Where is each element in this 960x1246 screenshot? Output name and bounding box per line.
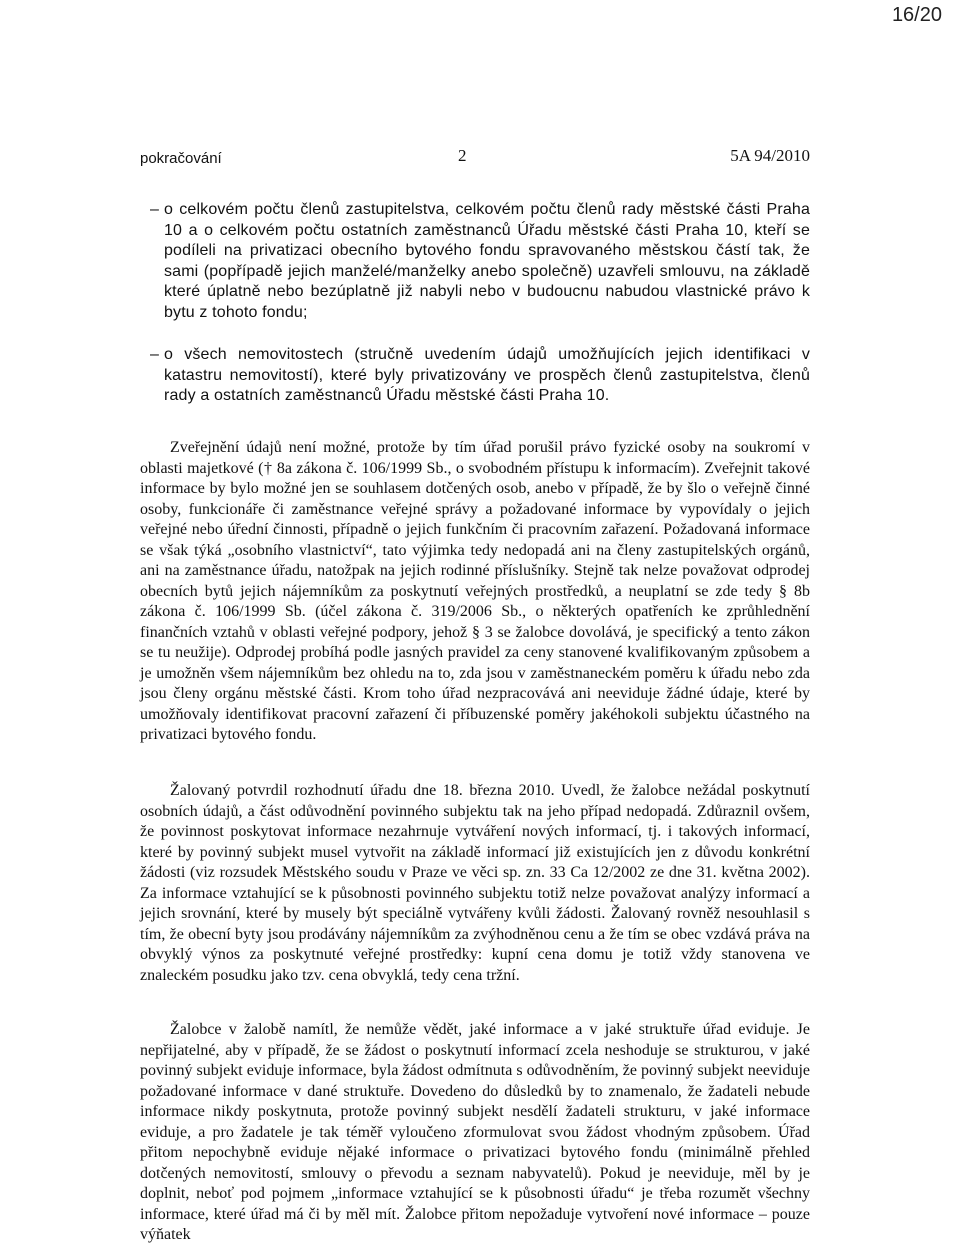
document-header — [140, 146, 810, 172]
case-number: 5A 94/2010 — [730, 146, 810, 165]
bullet-text: o všech nemovitostech (stručně uvedením údajů umožňujících jejich identifikaci v katastru nemovitostí), které byly privatizovány ve prospěch členů zastupitelstva, členů rady a ostatních zaměstnanců Úřadu městské části Praha 10. — [164, 346, 810, 404]
page-number: 2 — [458, 146, 467, 165]
bullet-text: o celkovém počtu členů zastupitelstva, celkovém počtu členů rady městské části Praha 10 a o celkovém počtu ostatních zaměstnanců Úřadu městské části Praha 10, kteří se podíleli na privatizaci obecního bytového fondu spravovaného městskou částí tak, že sami (popřípadě jejich manželé/manželky anebo společně) uzavřeli smlouvu, na základě které úplatně nebo bezúplatně již nabyli nebo v budoucnu nabudou vlastnické právo k bytu z tohoto fondu; — [164, 201, 810, 321]
bullet-item — [140, 345, 810, 407]
paragraph: Zveřejnění údajů není možné, protože by tím úřad porušil právo fyzické osoby na soukromí v oblasti majetkové († 8a zákona č. 106/1999 Sb., o svobodném přístupu k informacím). Zveřejnit takové informace by bylo možné jen se souhlasem dotčených osob, anebo v případě, že by šlo o veřejně činné osoby, funkcionáře či zaměstnance veřejné správy a požadované informace by vypovídaly o jejich veřejné nebo úřední činnosti, případně o jejich funkčním či pracovním zařazení. Požadovaná informace se však týká „osobního vlastnictví“, tato výjimka tedy nedopadá ani na členy zastupitelských orgánů, ani na zaměstnance úřadu, natožpak na jejich rodinné příslušníky. Stejně tak nelze považovat odprodej obecních bytů jejich nájemníkům za poskytnutí veřejných prostředků, a neuplatní se zde tedy § 8b zákona č. 106/1999 Sb. (účel zákona č. 319/2006 Sb., o některých opatřeních ke zprůhlednění finančních vztahů v oblasti veřejné podpory, jehož § 3 se žalobce dovolává, je specifický a tento zákon se tu neužije). Odprodej probíhá podle jasných pravidel za ceny stanovené kvalifikovaným způsobem a je umožněn všem nájemníkům bez ohledu na to, zda jsou v zaměstnaneckém poměru k úřadu nebo zda jsou členy orgánu městské části. Krom toho úřad nezpracovává ani neeviduje žádné údaje, které by umožňovaly identifikovat pracovní zařazení či příbuzenské poměry jakéhokoli subjektu účastného na privatizaci bytového fondu. — [140, 439, 810, 743]
paragraph: Žalobce v žalobě namítl, že nemůže vědět, jaké informace a v jaké struktuře úřad eviduje. Je nepřijatelné, aby v případě, že se žádost o poskytnutí informací zcela neshoduje se strukturou, v jaké povinný subjekt eviduje informace, byla žádost odmítnuta s odůvodněním, že povinný subjekt neeviduje požadované informace v dané struktuře. Dovedeno do důsledků by to znamenalo, že žadateli nebude informace nikdy poskytnuta, protože povinný subjekt nesdělí žadateli strukturu, v jaké informace eviduje, a pro žadatele je tak téměř vyloučeno zformulovat svou žádost vhodným způsobem. Úřad přitom nepochybně eviduje nějaké informace o privatizaci bytového fondu (minimálně přehled dotčených nemovitostí, smlouvy o převodu a seznam nabyvatelů). Pokud je neeviduje, měl by je doplnit, neboť pod pojmem „informace vztahující se k působnosti úřadu“ je třeba rozumět všechny informace, které úřad má či by měl mít. Žalobce přitom nepožaduje vytvoření nové informace – pouze výňatek — [140, 1021, 810, 1243]
page-counter: 16/20 — [891, 4, 942, 26]
continuation-label: pokračování — [140, 150, 222, 167]
paragraph: Žalovaný potvrdil rozhodnutí úřadu dne 18. března 2010. Uvedl, že žalobce nežádal poskytnutí osobních údajů, a část odůvodnění povinného subjektu tak na jeho případ nedopadá. Zdůraznil ovšem, že povinnost poskytovat informace nezahrnuje vytváření nových informací, tj. i takových informací, které by povinný subjekt musel vytvořit na základě informací již existujících jen z důvodu konkrétní žádosti (viz rozsudek Městského soudu v Praze ve věci sp. zn. 33 Ca 12/2002 ze dne 31. května 2002). Za informace vztahující se k působnosti povinného subjektu totiž nelze považovat analýzy informací a jejich srovnání, které by musely být speciálně vytvářeny kvůli žádosti. Žalovaný rovněž nesouhlasil s tím, že obecní byty jsou prodávány nájemníkům za zvýhodněnou cenu a že tím se obec vzdává práva na obvyklý výnos za poskytnuté veřejné prostředky: kupní cena domu je totiž vždy stanovena ve znaleckém posudku jako tzv. cena obvyklá, tedy cena tržní. — [140, 782, 810, 984]
bullet-list — [140, 200, 810, 429]
bullet-dash: – — [150, 346, 160, 363]
bullet-item — [140, 200, 810, 323]
bullet-dash: – — [150, 201, 160, 218]
